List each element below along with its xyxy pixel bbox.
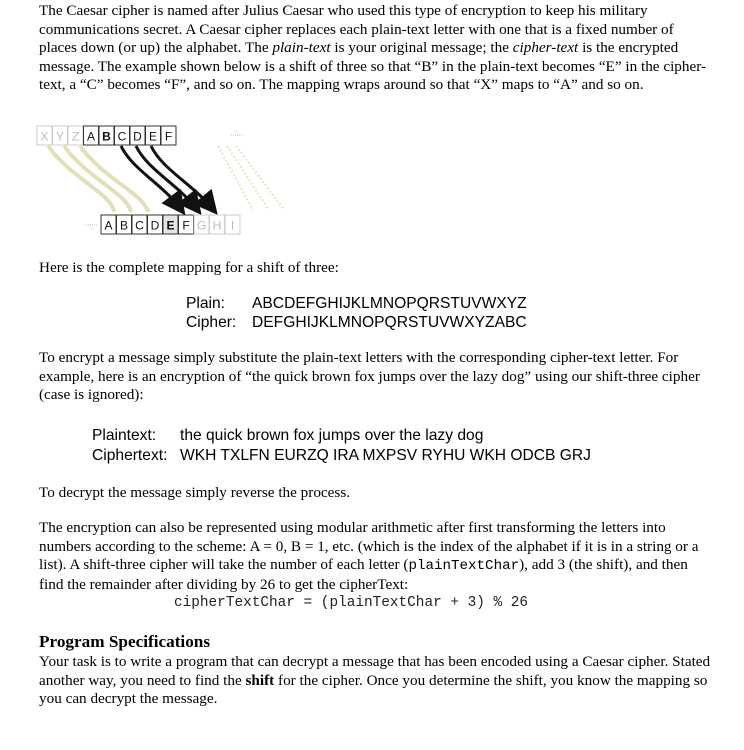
top-row-letter: D [133,129,142,144]
top-row-letter-box [161,126,176,145]
top-row-letter: F [164,129,173,144]
program-specifications-heading: Program Specifications [39,632,211,651]
bottom-row-letter: D [150,218,160,233]
top-row-letter: E [148,129,158,144]
cipher-mapping-row: Cipher: DEFGHIJKLMNOPQRSTUVWXYZABC [186,314,527,331]
bottom-row-letter: E [166,218,175,233]
shift-diagram [32,124,292,236]
cipher-text-term: cipher-text [512,39,579,57]
bottom-row-letter-box [148,215,163,234]
bottom-row-letter-box [179,215,194,234]
bottom-row-letter: I [230,218,235,233]
plain-mapping-row: Plain: ABCDEFGHIJKLMNOPQRSTUVWXYZ [186,295,527,312]
top-row-letter: B [102,129,111,144]
formula-code: cipherTextChar = (plainTextChar + 3) % 26 [174,595,529,611]
bottom-row-letter-box [132,215,147,234]
bottom-row-letter: A [104,218,113,233]
top-row-letter: Y [55,129,65,144]
shift-arrows [121,146,212,208]
top-row-letter-box [115,126,130,145]
top-row-letter-box [130,126,145,145]
top-row-letter-box [68,126,83,145]
complete-mapping [186,294,527,332]
shift-term: shift [245,671,275,689]
top-row-letter: Z [71,129,80,144]
top-row-letter: X [40,129,49,144]
plaintext-row: Plaintext: the quick brown fox jumps over the lazy dog [92,427,484,444]
bottom-row-letter-box [117,215,132,234]
faint-arrows-right [218,146,284,210]
bottom-row-letter-box [101,215,116,234]
bottom-row-letter-box [210,215,225,234]
bottom-row-letter: G [196,218,207,233]
top-row-letter-box [146,126,161,145]
plain-alphabet: ABCDEFGHIJKLMNOPQRSTUVWXYZ [252,295,527,312]
bottom-row-letter-box [225,215,240,234]
intro-paragraph: The Caesar cipher is named after Julius Caesar who used this type of encryption to keep his military communications secret. A Caesar cipher replaces each plain-text letter with one that is a fixed number of places down (or up) the alphabet. The plain-text is your original message; the cipher-text is the encrypted message. The example shown below is a shift of three so that “B” in the plain-text becomes “E” in the cipher-text, a “C” becomes “F”, and so on. The mapping wraps around so that “X” maps to “A” and so on. [39,2,707,94]
top-row-letter-box [37,126,52,145]
ciphertext-value: WKH TXLFN EURZQ IRA MXPSV RYHU WKH ODCB GRJ [180,446,591,464]
encryption-example [92,426,591,465]
top-row-letter: C [117,129,127,144]
plaintext-value: the quick brown fox jumps over the lazy dog [180,427,484,444]
modular-paragraph: The encryption can also be represented using modular arithmetic after first transforming the letters into numbers according to the scheme: A = 0, B = 1, etc. (which is the index of the alphabet if it is in a string or a list). A shift-three cipher will take the number of each letter (plainTextChar), add 3 (the shift), and then find the remainder after dividing by 26 to get the cipherText: [39,519,699,593]
spec-paragraph: Your task is to write a program that can decrypt a message that has been encoded using a Caesar cipher. Stated another way, you need to find the shift for the cipher. Once you determine the shift, you know the mapping so you can decrypt the message. [39,653,711,708]
bottom-row-letter: C [135,218,144,233]
encrypt-paragraph: To encrypt a message simply substitute the plain-text letters with the corresponding cipher-text letter. For example, here is an encryption of “the quick brown fox jumps over the lazy dog” using our shift-three cipher (case is ignored): [39,349,700,404]
top-row-letter-box [84,126,99,145]
bottom-row-letter: F [182,218,190,233]
cipher-alphabet: DEFGHIJKLMNOPQRSTUVWXYZABC [252,314,527,331]
top-row-letter: A [86,129,96,144]
bottom-row-letter: B [119,218,129,233]
mapping-intro: Here is the complete mapping for a shift of three: [39,259,339,276]
top-row-letter-box [99,126,114,145]
faint-arrows [48,146,148,212]
plaintextchar-code: plainTextChar [408,558,520,575]
decrypt-paragraph: To decrypt the message simply reverse the process. [39,484,351,501]
bottom-row-letter-box [163,215,178,234]
top-row-letter-box [53,126,68,145]
bottom-row-letter: H [212,218,222,233]
plain-text-term: plain-text [272,39,331,57]
ciphertext-row: Ciphertext: WKH TXLFN EURZQ IRA MXPSV RYHU WKH ODCB GRJ [92,446,591,464]
bottom-row-letter-box [194,215,209,234]
